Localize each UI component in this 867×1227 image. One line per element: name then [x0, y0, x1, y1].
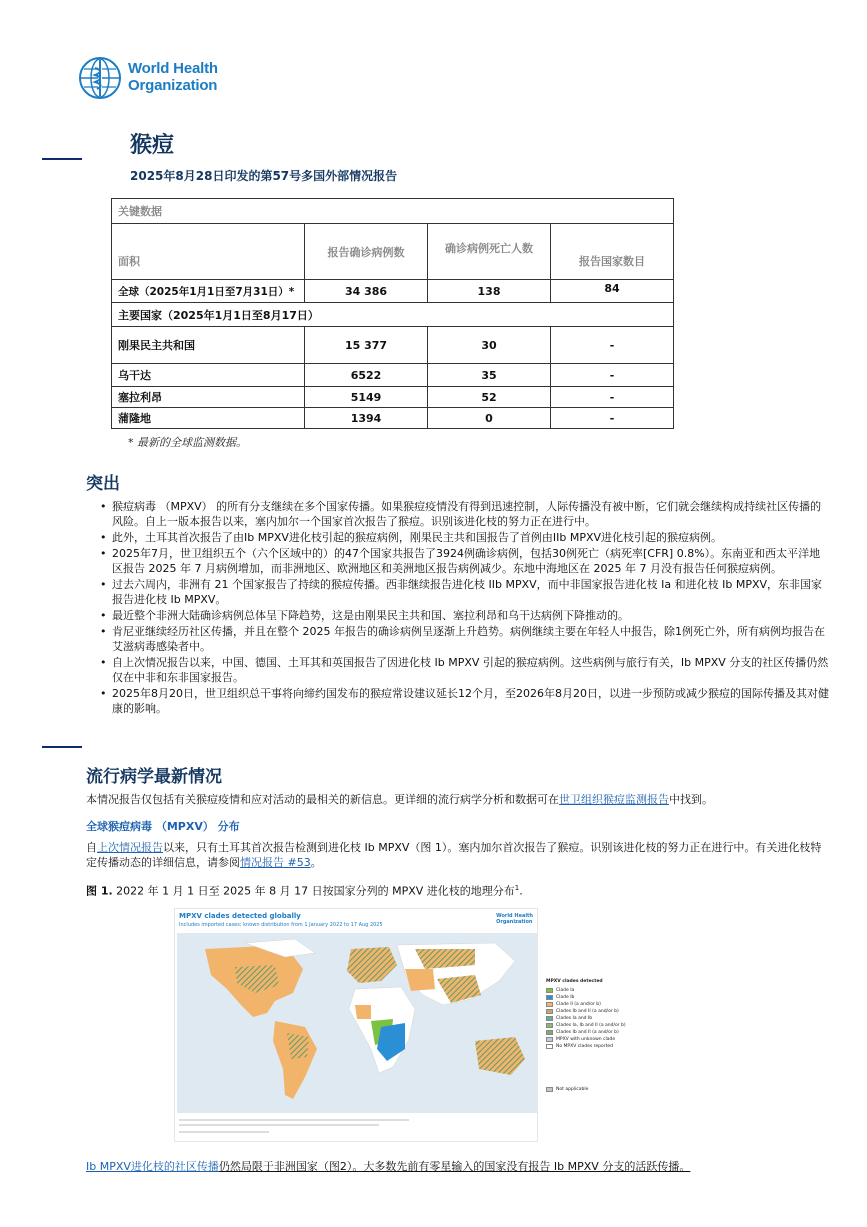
list-item: • 2025年7月，世卫组织五个（六个区域中的）的47个国家共报告了3924例确诊病例，包括30例死亡（病死率[CFR] 0.8%）。东南亚和西太平洋地区报告 2025 年 7 月病例增加，而非洲地区、欧洲地区和美洲地区报告病例减少。东地中海地区在 2025 年 7 月没有报告任何猴痘病例。	[106, 546, 830, 577]
list-item: • 自上次情况报告以来，中国、德国、土耳其和英国报告了因进化枝 Ib MPXV 引起的猴痘病例。这些病例与旅行有关，Ib MPXV 分支的社区传播仍然仅在中非和东非国家报告。	[106, 655, 830, 686]
table-cell-cases: 1394	[305, 408, 428, 429]
table-row-label: 塞拉利昂	[112, 387, 305, 408]
list-item: • 过去六周内，非洲有 21 个国家报告了持续的猴痘传播。西非继续报告进化枝 IIb MPXV，而中非国家报告进化枝 Ia 和进化枝 Ib MPXV，东非国家报告进化枝 Ib MPXV。	[106, 577, 830, 608]
legend-swatch	[546, 1009, 553, 1014]
global-countries: 84	[551, 280, 674, 303]
who-logo	[78, 56, 228, 100]
legend-swatch	[546, 988, 553, 993]
table-cell-countries: -	[551, 364, 674, 387]
map-legend	[546, 978, 626, 1093]
world-map	[175, 909, 538, 1142]
distribution-subheading: 全球猴痘病毒 （MPXV） 分布	[86, 820, 240, 833]
map-source	[179, 1131, 269, 1133]
table-caption: 关键数据	[112, 199, 674, 224]
table-cell-cases: 5149	[305, 387, 428, 408]
epi-paragraph: 自上次情况报告以来，只有土耳其首次报告检测到进化枝 Ib MPXV（图 1）。塞内加尔首次报告了猴痘。识别该进化枝的努力正在进行中。有关进化枝特定传播动态的详细信息，请参阅情况报告 #53。	[86, 841, 822, 869]
table-cell-countries: -	[551, 387, 674, 408]
map-who-watermark: World Health Organization	[496, 913, 533, 925]
map-subtitle: Includes imported cases; known distribution from 1 January 2022 to 17 Aug 2025	[179, 922, 383, 928]
report-53-link[interactable]: 情况报告 #53	[240, 856, 311, 869]
legend-swatch	[546, 995, 553, 1000]
list-item: • 此外，土耳其首次报告了由Ib MPXV进化枝引起的猴痘病例，刚果民主共和国报告了首例由IIb MPXV进化枝引起的猴痘病例。	[106, 530, 830, 545]
table-cell-deaths: 0	[428, 408, 551, 429]
map-title: MPXV clades detected globally	[179, 912, 301, 920]
highlights-heading: 突出	[86, 474, 120, 494]
legend-item: Clade II (a and/or b)	[546, 1001, 626, 1008]
table-cell-deaths: 35	[428, 364, 551, 387]
global-cases: 34 386	[305, 280, 428, 303]
key-data-table	[111, 198, 674, 429]
who-emblem-icon	[78, 56, 122, 100]
west-africa-region	[355, 1005, 371, 1019]
legend-item: Clade Ia	[546, 987, 626, 994]
page-title: 猴痘	[130, 133, 175, 158]
list-item: • 2025年8月20日，世卫组织总干事将向缔约国发布的猴痘常设建议延长12个月，至2026年8月20日，以进一步预防或减少猴痘的国际传播及其对健康的影响。	[106, 686, 830, 717]
legend-item: MPXV with unknown clade	[546, 1036, 626, 1043]
table-row-label: 蒲隆地	[112, 408, 305, 429]
table-cell-countries: -	[551, 327, 674, 364]
table-cell-deaths: 30	[428, 327, 551, 364]
global-label: 全球（2025年1月1日至7月31日）*	[112, 280, 305, 303]
legend-item: Clade Ib	[546, 994, 626, 1001]
legend-swatch	[546, 1023, 553, 1028]
map-disclaimer	[179, 1119, 409, 1121]
legend-swatch	[546, 1087, 553, 1092]
surveillance-report-link[interactable]: 世卫组织猴痘监测报告	[559, 793, 669, 806]
table-cell-countries: -	[551, 408, 674, 429]
list-item: • 最近整个非洲大陆确诊病例总体呈下降趋势，这是由刚果民主共和国、塞拉利昂和乌干达病例下降推动的。	[106, 608, 830, 623]
community-transmission-link[interactable]: Ib MPXV进化枝的社区传播	[86, 1160, 219, 1173]
legend-title: MPXV clades detected	[546, 979, 603, 984]
header-countries: 报告国家数目	[551, 224, 674, 280]
list-item: • 猴痘病毒 （MPXV） 的所有分支继续在多个国家传播。如果猴痘疫情没有得到迅速控制，人际传播没有被中断，它们就会继续构成持续社区传播的风险。自上一版本报告以来，塞内加尔一个国家首次报告了猴痘。识别该进化枝的努力正在进行中。	[106, 499, 830, 530]
legend-item: Clades Ib and II (a and/or b)	[546, 1029, 626, 1036]
last-report-link[interactable]: 上次情况报告	[97, 841, 163, 854]
legend-item: No MPXV clades reported	[546, 1043, 626, 1050]
legend-item: Clades Ia and Ib	[546, 1015, 626, 1022]
legend-item: Not applicable	[546, 1086, 626, 1093]
legend-item: Clades Ib and II (a and/or b)	[546, 1008, 626, 1015]
table-row-label: 刚果民主共和国	[112, 327, 305, 364]
table-footnote: * 最新的全球监测数据。	[128, 436, 247, 449]
legend-swatch	[546, 1044, 553, 1049]
global-deaths: 138	[428, 280, 551, 303]
logo-line1: World Health	[128, 60, 218, 77]
epi-heading: 流行病学最新情况	[86, 767, 222, 787]
section-rule	[42, 746, 82, 748]
header-area: 面积	[112, 224, 305, 280]
header-deaths: 确诊病例死亡人数	[428, 224, 551, 280]
legend-item: Clades Ia, Ib and II (a and/or b)	[546, 1022, 626, 1029]
figure-caption: 图 1. 2022 年 1 月 1 日至 2025 年 8 月 17 日按国家分列的 MPXV 进化枝的地理分布$^1$.	[86, 884, 523, 898]
section-label: 主要国家（2025年1月1日至8月17日）	[112, 303, 428, 327]
table-cell-cases: 6522	[305, 364, 428, 387]
table-cell-deaths: 52	[428, 387, 551, 408]
legend-swatch	[546, 1002, 553, 1007]
header-cases: 报告确诊病例数	[305, 224, 428, 280]
legend-swatch	[546, 1030, 553, 1035]
highlights-list	[106, 499, 830, 717]
page-subtitle: 2025年8月28日印发的第57号多国外部情况报告	[130, 169, 398, 183]
list-item: • 肯尼亚继续经历社区传播，并且在整个 2025 年报告的确诊病例呈逐渐上升趋势。病例继续主要在年轻人中报告，除1例死亡外，所有病例均报告在艾滋病毒感染者中。	[106, 624, 830, 655]
epi-intro: 本情况报告仅包括有关猴痘疫情和应对活动的最相关的新信息。更详细的流行病学分析和数据可在世卫组织猴痘监测报告中找到。	[86, 793, 713, 806]
closing-paragraph: Ib MPXV进化枝的社区传播仍然局限于非洲国家（图2）。大多数先前有零星输入的国家没有报告 Ib MPXV 分支的活跃传播。	[86, 1160, 691, 1173]
clade-map-figure	[174, 908, 538, 1142]
logo-line2: Organization	[128, 77, 218, 94]
section-rule	[42, 158, 82, 160]
table-row-label: 乌干达	[112, 364, 305, 387]
legend-swatch	[546, 1037, 553, 1042]
map-disclaimer	[179, 1124, 379, 1126]
legend-swatch	[546, 1016, 553, 1021]
table-cell-cases: 15 377	[305, 327, 428, 364]
